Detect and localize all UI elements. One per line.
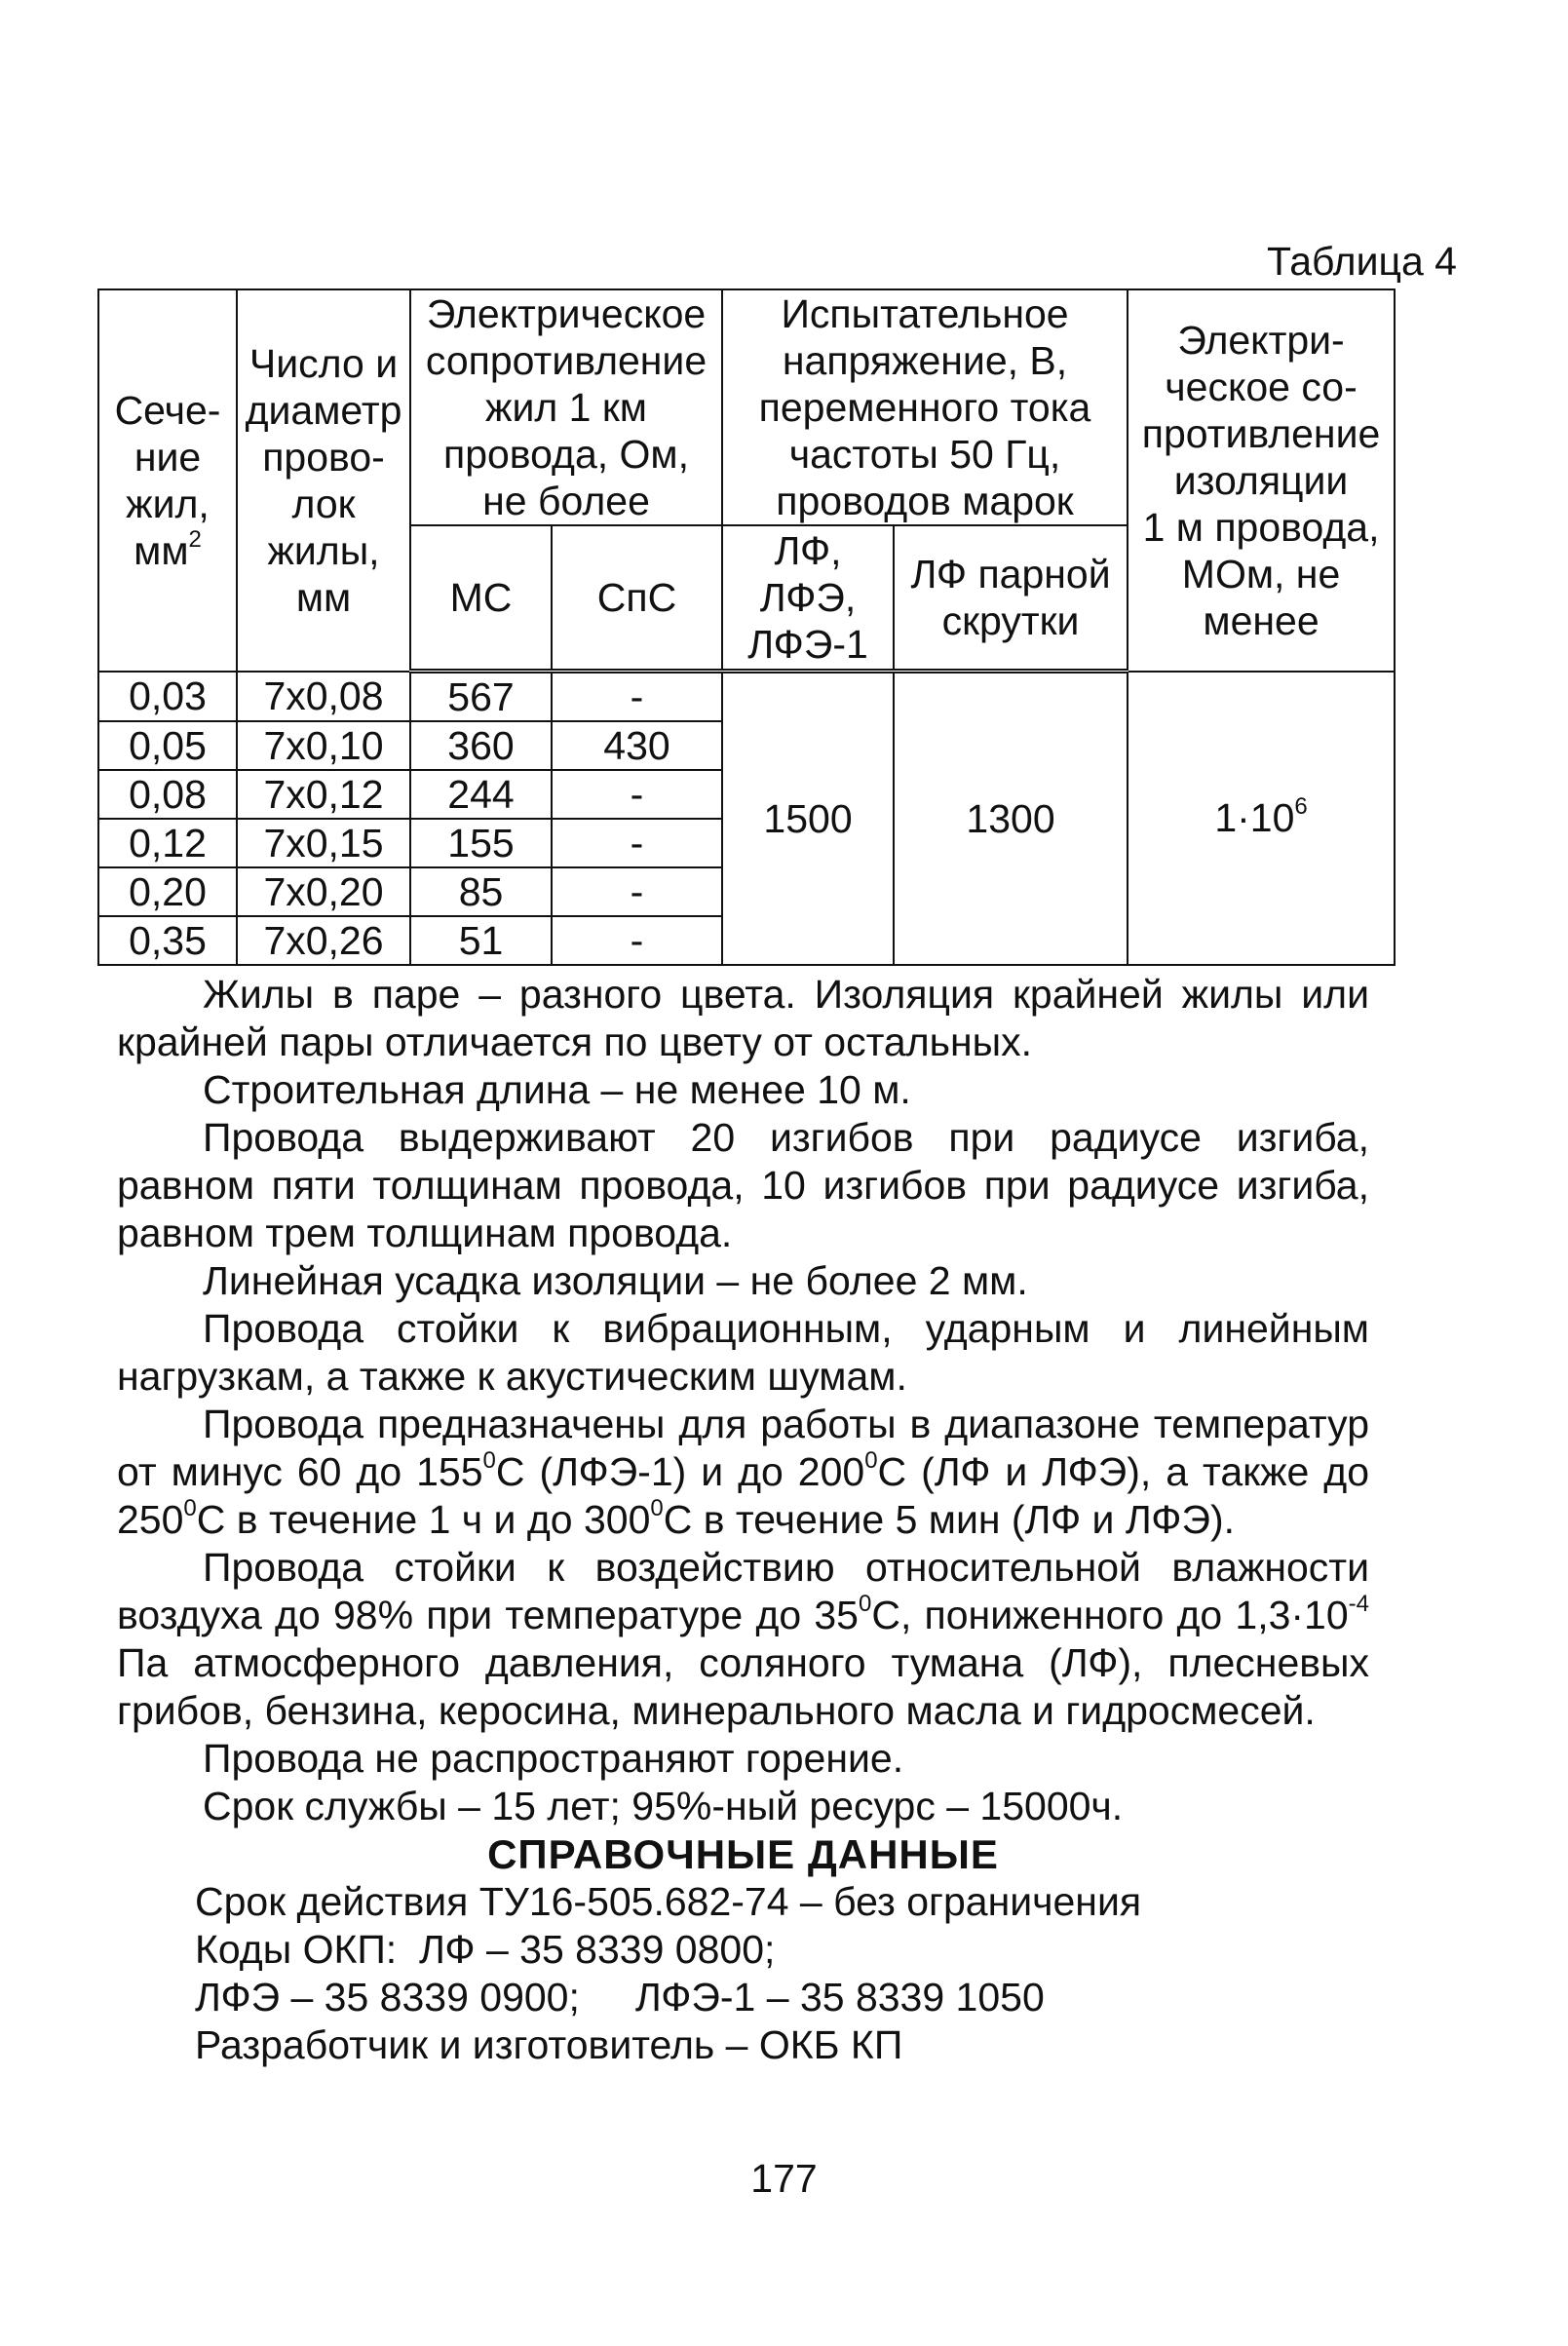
cell-section: 0,03 <box>98 672 237 722</box>
cell-wires: 7х0,15 <box>237 819 410 867</box>
paragraph: Провода стойки к вибрационным, ударным и линейным нагрузкам, а также к акустическим шумам. <box>117 1306 1369 1399</box>
paragraph: Жилы в паре – разного цвета. Изоляция крайней жилы или крайней пары отличается по цвету от остальных. <box>117 972 1369 1064</box>
cell-ms: 51 <box>410 916 552 965</box>
cell-voltage-lf: 1500 <box>722 672 894 966</box>
table-row <box>98 672 1395 722</box>
cell-section: 0,12 <box>98 819 237 867</box>
cell-sps: - <box>552 819 722 867</box>
header-section: Сече- ние жил, $мм^2$ <box>98 289 237 672</box>
cell-sps: 430 <box>552 721 722 770</box>
header-voltage: Испытательное напряжение, В, переменного тока частоты 50 Гц, проводов марок <box>722 289 1128 525</box>
paragraph: Срок службы – 15 лет; 95%-ный ресурс – 15000ч. <box>203 1784 1124 1828</box>
cell-ms: 244 <box>410 770 552 819</box>
header-voltage-lf: ЛФ, ЛФЭ, ЛФЭ-1 <box>722 525 894 672</box>
cell-insulation: $1\cdot 10^6$ <box>1128 672 1395 966</box>
spec-table <box>97 288 1396 966</box>
cell-ms: 567 <box>410 672 552 722</box>
page-number: 177 <box>750 2156 818 2201</box>
cell-wires: 7х0,26 <box>237 916 410 965</box>
reference-block <box>117 1878 1369 2069</box>
reference-okp-2: ЛФЭ – 35 8339 0900; ЛФЭ-1 – 35 8339 1050 <box>195 1975 1045 2019</box>
cell-ms: 155 <box>410 819 552 867</box>
header-wires: Число и диаметр прово- лок жилы, мм <box>237 289 410 672</box>
cell-ms: 85 <box>410 867 552 916</box>
cell-section: 0,05 <box>98 721 237 770</box>
cell-wires: 7х0,20 <box>237 867 410 916</box>
header-resistance: Электрическое сопротивление жил 1 км провода, Ом, не более <box>410 289 722 525</box>
cell-sps: - <box>552 770 722 819</box>
cell-wires: 7х0,10 <box>237 721 410 770</box>
paragraph: Провода предназначены для работы в диапазоне температур от минус 60 до $155^0С$ (ЛФЭ-1) и до $200^0С$ (ЛФ и ЛФЭ), а также до $250^0С$ в течение 1 ч и до $300^0С$ в течение 5 мин (ЛФ и ЛФЭ). <box>117 1402 1369 1542</box>
paragraph: Провода не распространяют горение. <box>203 1736 904 1781</box>
reference-developer: Разработчик и изготовитель – ОКБ КП <box>195 2022 903 2067</box>
cell-section: 0,35 <box>98 916 237 965</box>
paragraph: Провода выдерживают 20 изгибов при радиусе изгиба, равном пяти толщинам провода, 10 изгибов при радиусе изгиба, равном трем толщинам провода. <box>117 1115 1369 1255</box>
reference-validity: Срок действия ТУ16-505.682-74 – без ограничения <box>195 1879 1142 1924</box>
cell-sps: - <box>552 916 722 965</box>
table-caption: Таблица 4 <box>1267 239 1457 284</box>
header-sps: СпС <box>552 525 722 672</box>
body-text <box>117 971 1369 2069</box>
reference-okp-1: Коды ОКП: ЛФ – 35 8339 0800; <box>195 1927 776 1972</box>
cell-section: 0,20 <box>98 867 237 916</box>
paragraph: Линейная усадка изоляции – не более 2 мм. <box>203 1258 1028 1303</box>
cell-wires: 7х0,08 <box>237 672 410 722</box>
cell-wires: 7х0,12 <box>237 770 410 819</box>
cell-section: 0,08 <box>98 770 237 819</box>
cell-sps: - <box>552 867 722 916</box>
header-ms: МС <box>410 525 552 672</box>
cell-ms: 360 <box>410 721 552 770</box>
paragraph: Провода стойки к воздействию относительной влажности воздуха до 98% при температуре до $35^0С$, пониженного до $1,3\cdot 10^{-4}$ Па атмосферного давления, соляного тумана (ЛФ), плесневых грибов, бензина, керосина, минерального масла и гидросмесей. <box>117 1545 1370 1733</box>
paragraph: Строительная длина – не менее 10 м. <box>203 1067 911 1112</box>
header-voltage-twisted: ЛФ парной скрутки <box>894 525 1128 672</box>
cell-voltage-twisted: 1300 <box>894 672 1128 966</box>
reference-heading: СПРАВОЧНЫЕ ДАННЫЕ <box>487 1831 999 1877</box>
cell-sps: - <box>552 672 722 722</box>
header-insulation: Электри- ческое со- противление изоляции 1 м провода, МОм, не менее <box>1128 289 1395 672</box>
